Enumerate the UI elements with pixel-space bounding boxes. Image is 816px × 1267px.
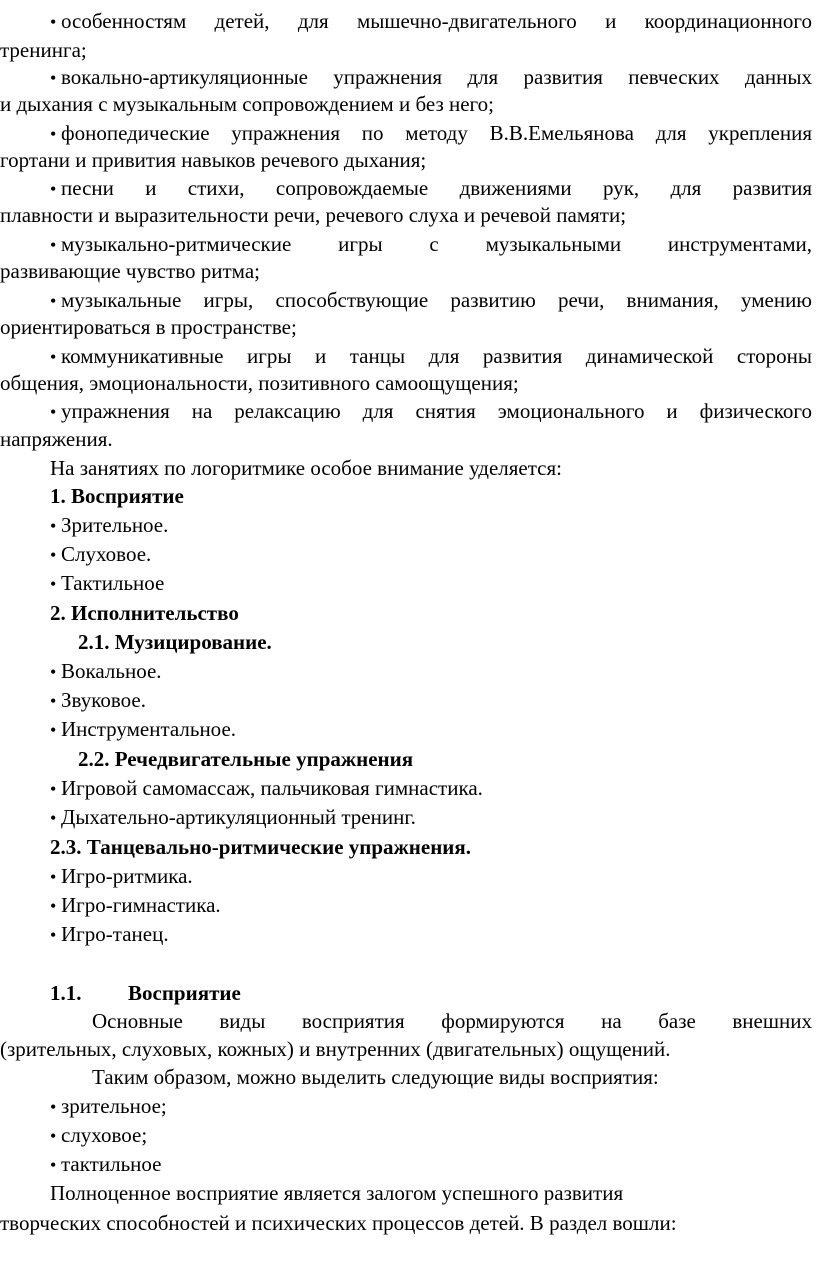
list-item: • слуховое; <box>50 1123 148 1147</box>
heading-title: Восприятие <box>128 981 241 1005</box>
list-item: • особенностям детей, для мышечно-двигательного и координационного <box>50 9 812 33</box>
list-item-continuation: развивающие чувство ритма; <box>0 259 260 283</box>
list-item: • музыкальные игры, способствующие развитию речи, внимания, умению <box>50 288 812 312</box>
list-item: • Зрительное. <box>50 513 169 537</box>
list-item: • коммуникативные игры и танцы для развития динамической стороны <box>50 344 812 368</box>
list-item: • вокально-артикуляционные упражнения для развития певческих данных <box>50 65 812 89</box>
list-item: • зрительное; <box>50 1094 167 1118</box>
list-item: • упражнения на релаксацию для снятия эмоционального и физического <box>50 399 812 423</box>
list-item: • тактильное <box>50 1152 162 1176</box>
paragraph-line: Основные виды восприятия формируются на базе внешних <box>92 1009 812 1033</box>
list-item-continuation: ориентироваться в пространстве; <box>0 315 297 339</box>
intro-paragraph: На занятиях по логоритмике особое внимание уделяется: <box>50 456 562 480</box>
paragraph-line: Таким образом, можно выделить следующие виды восприятия: <box>92 1065 659 1089</box>
list-item: • Тактильное <box>50 571 165 595</box>
list-item: • Игро-гимнастика. <box>50 893 221 917</box>
list-item: • Дыхательно-артикуляционный тренинг. <box>50 805 416 829</box>
subsection-heading: 2.2. Речедвигательные упражнения <box>78 747 414 771</box>
list-item-continuation: гортани и привития навыков речевого дыхания; <box>0 148 427 172</box>
paragraph-line: Полноценное восприятие является залогом успешного развития <box>50 1181 624 1205</box>
section-heading: 1. Восприятие <box>50 484 184 508</box>
list-item-continuation: общения, эмоциональности, позитивного самоощущения; <box>0 371 519 395</box>
list-item-continuation: и дыхания с музыкальным сопровождением и без него; <box>0 92 494 116</box>
list-item: • Звуковое. <box>50 688 146 712</box>
list-item: • музыкально-ритмические игры с музыкальными инструментами, <box>50 232 812 256</box>
list-item: • Игровой самомассаж, пальчиковая гимнастика. <box>50 776 483 800</box>
bullet: • <box>50 12 57 32</box>
section-heading: 2. Исполнительство <box>50 601 239 625</box>
paragraph-line: творческих способностей и психических процессов детей. В раздел вошли: <box>0 1211 677 1235</box>
list-item: • фонопедические упражнения по методу В.В.Емельянова для укрепления <box>50 121 812 145</box>
list-item-continuation: напряжения. <box>0 427 113 451</box>
list-item: • Инструментальное. <box>50 717 237 741</box>
list-item: • Слуховое. <box>50 542 152 566</box>
list-item-continuation: плавности и выразительности речи, речевого слуха и речевой памяти; <box>0 203 627 227</box>
subsection-heading: 2.3. Танцевально-ритмические упражнения. <box>50 835 472 859</box>
list-item: • Игро-ритмика. <box>50 864 193 888</box>
paragraph-line: (зрительных, слуховых, кожных) и внутренних (двигательных) ощущений. <box>0 1037 671 1061</box>
heading-number: 1.1. <box>50 981 82 1005</box>
list-item: • Игро-танец. <box>50 922 169 946</box>
list-item: • Вокальное. <box>50 659 162 683</box>
subsection-heading: 2.1. Музицирование. <box>78 630 272 654</box>
list-item-continuation: тренинга; <box>0 38 87 62</box>
list-item: • песни и стихи, сопровождаемые движениями рук, для развития <box>50 176 812 200</box>
